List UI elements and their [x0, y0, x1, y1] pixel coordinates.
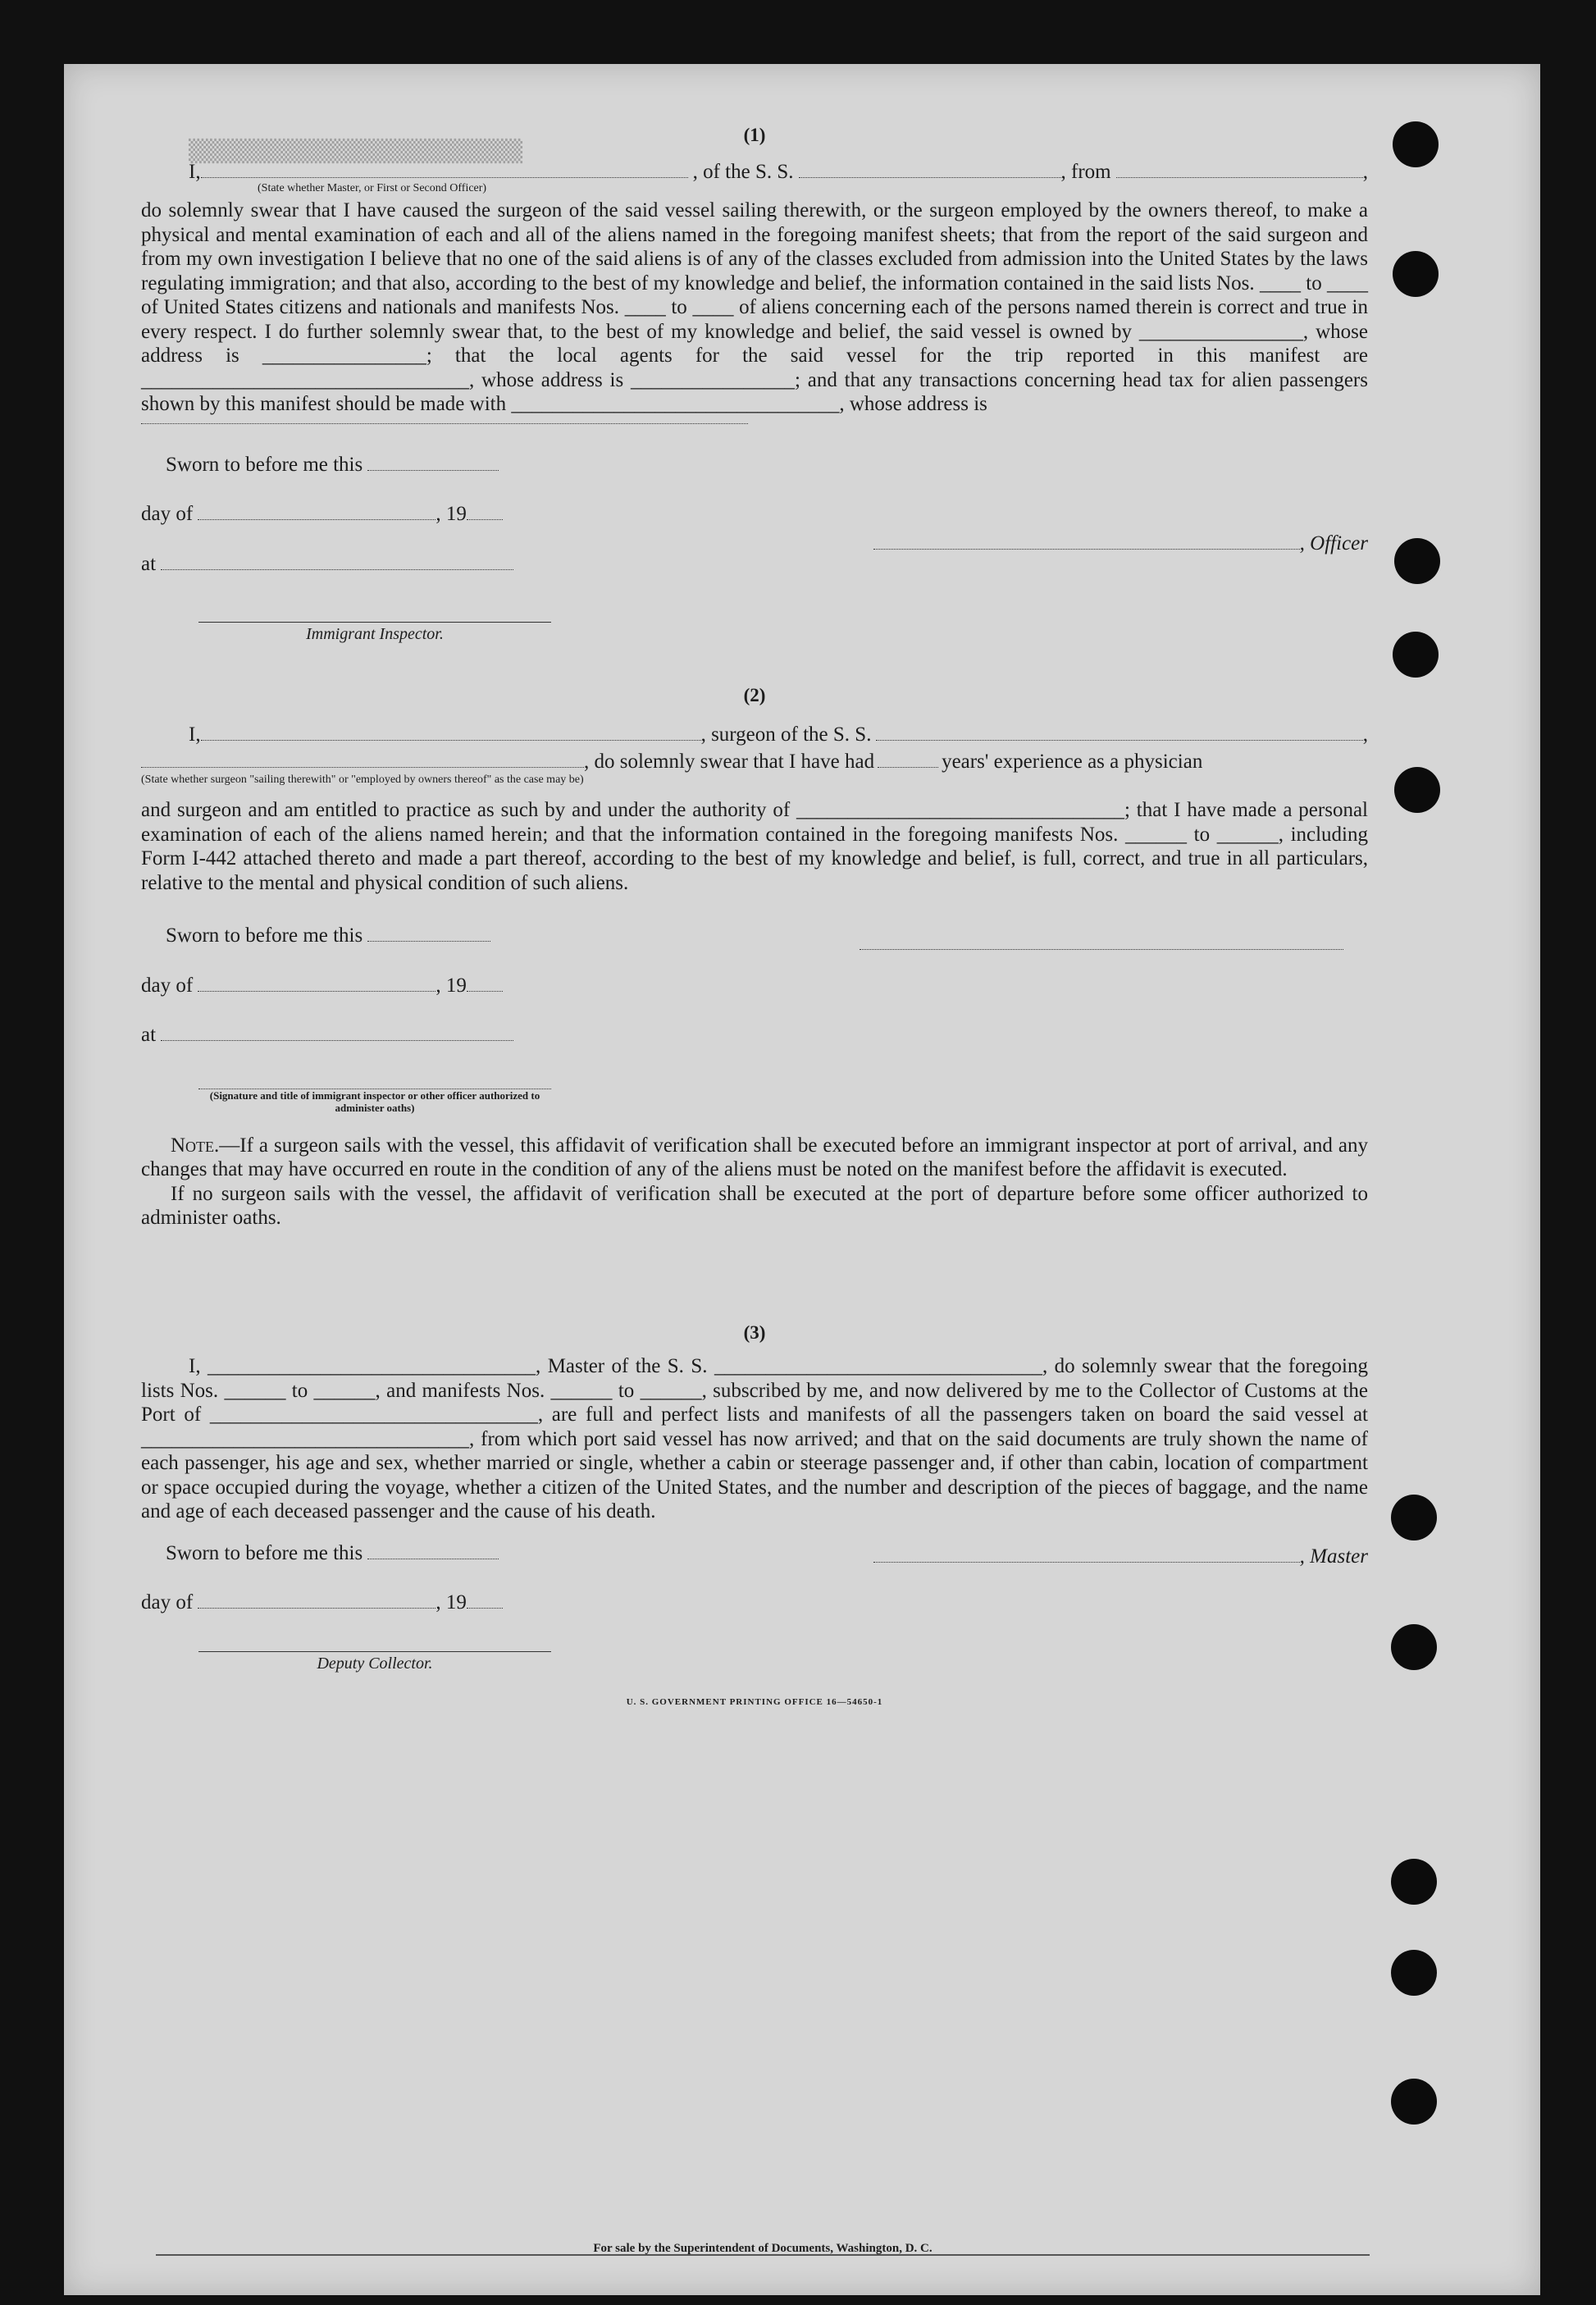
- year-label-2: , 19: [435, 974, 467, 997]
- day-of-label-2: day of: [141, 974, 194, 997]
- note-paragraph-2: If no surgeon sails with the vessel, the affidavit of verification shall be executed at the port of departure before some officer authorized to administer oaths.: [141, 1182, 1368, 1229]
- affidavit-form: [141, 123, 1368, 1715]
- master-rank-note: (State whether Master, or First or Second Officer): [258, 182, 487, 194]
- sworn-date-field-2[interactable]: [367, 923, 490, 942]
- month-field-1[interactable]: [198, 501, 435, 520]
- year-label-1: , 19: [435, 503, 467, 525]
- punch-hole: [1394, 767, 1440, 813]
- sworn-label-3: Sworn to before me this: [166, 1541, 363, 1564]
- month-field-3[interactable]: [198, 1590, 435, 1609]
- day-of-label-3: day of: [141, 1591, 194, 1614]
- year-field-1[interactable]: [467, 501, 503, 520]
- punch-hole: [1394, 538, 1440, 584]
- from-label: , from: [1060, 160, 1111, 183]
- surgeon-status-field[interactable]: [141, 749, 584, 768]
- of-ss-label: , of the S. S.: [692, 160, 794, 183]
- section-1-number: (1): [743, 125, 766, 145]
- section-1-body: do solemnly swear that I have caused the surgeon of the said vessel sailing therewith, or the surgeon employed by the owners thereof, to make a physical and mental examination of each and all of the aliens named in the foregoing manifest sheets; that from the report of the said surgeon and from my own investigation I believe that no one of the said aliens is of any of the classes excluded from admission into the United States by the laws regulating immigration; and that also, according to the best of my knowledge and belief, the information contained in the said lists Nos. ____ to ____ of United States citizens and nationals and manifests Nos. ____ to ____ of aliens concerning each of the persons named therein is correct and true in every respect. I do further solemnly swear that, to the best of my knowledge and belief, the said vessel is owned by ________________, whose address is ________________; that the local agents for the said vessel for the trip reported in this manifest are ________________________________, whose address is ________________; and that any transactions concerning head tax for alien passengers shown by this manifest should be made with ________________________________, whose address is: [141, 199, 1368, 415]
- bleed-through-marks: ▒▒▒▒▒▒▒▒▒▒▒▒▒▒▒▒▒▒▒▒▒▒▒▒▒▒: [189, 139, 522, 164]
- sworn-label-2: Sworn to before me this: [166, 924, 363, 947]
- sworn-label-1: Sworn to before me this: [166, 453, 363, 476]
- surgeon-name-field[interactable]: [201, 722, 701, 741]
- collector-caption: Deputy Collector.: [317, 1654, 433, 1673]
- day-of-label-1: day of: [141, 503, 194, 525]
- punch-hole: [1391, 1950, 1437, 1996]
- master-label: , Master: [1299, 1545, 1368, 1568]
- section-3-body: I, ________________________________, Master of the S. S. ________________________________, do solemnly swear that the foregoing lists Nos. ______ to ______, and manifests Nos. ______ to ______, subscribed by me, and now delivered by me to the Collector of Customs at the Port of ________________________________, are full and perfect lists and manifests of all the passengers taken on board the said vessel at ________________________________, from which port said vessel has now arrived; and that on the said documents are truly shown the name of each passenger, his age and sex, whether married or single, whether a cabin or steerage passenger and, if other than cabin, location of compartment or space occupied during the voyage, whether a citizen of the United States, and the number and description of the pieces of baggage, and the name and age of each deceased passenger and the cause of his death.: [141, 1355, 1368, 1522]
- year-label-3: , 19: [435, 1591, 467, 1614]
- from-port-field[interactable]: [1116, 159, 1363, 178]
- surgeon-status-note: (State whether surgeon "sailing therewith" or "employed by owners thereof" as the case may be): [141, 774, 584, 786]
- punch-hole: [1391, 1624, 1437, 1670]
- note-paragraph-1: —If a surgeon sails with the vessel, this affidavit of verification shall be executed before an immigrant inspector at port of arrival, and any changes that may have occurred en route in the condition of any of the aliens must be noted on the manifest before the affidavit is executed.: [141, 1134, 1368, 1180]
- section-1-i-label: I,: [189, 160, 201, 183]
- punch-hole: [1391, 2079, 1437, 2125]
- printer-imprint: U. S. GOVERNMENT PRINTING OFFICE 16—54650-1: [626, 1697, 883, 1707]
- footer-text: For sale by the Superintendent of Documents, Washington, D. C.: [593, 2242, 933, 2255]
- at-place-field-1[interactable]: [161, 551, 513, 570]
- surgeon-swear-label: , do solemnly swear that I have had: [584, 750, 875, 773]
- section-2-i-label: I,: [189, 723, 201, 746]
- punch-hole: [1393, 632, 1439, 678]
- section-2-oath-block: [141, 923, 1368, 1114]
- head-tax-address-field[interactable]: [141, 420, 748, 424]
- punch-hole: [1393, 251, 1439, 297]
- section-2-number: (2): [743, 684, 766, 705]
- note-label: Note.: [171, 1134, 220, 1157]
- surgeon-signature-field[interactable]: [860, 946, 1343, 950]
- experience-label: years' experience as a physician: [942, 750, 1203, 773]
- note-block: [141, 1134, 1368, 1230]
- surgeon-of-label: , surgeon of the S. S.: [700, 723, 872, 746]
- punch-hole: [1391, 1859, 1437, 1905]
- surgeon-vessel-field[interactable]: [876, 722, 1362, 741]
- year-field-2[interactable]: [467, 973, 503, 992]
- punch-hole: [1391, 1495, 1437, 1540]
- section-2-opening-line: I, , surgeon of the S. S. ,: [189, 723, 1368, 746]
- officer-signature-field[interactable]: [873, 531, 1300, 550]
- section-1-oath-block: [141, 452, 1368, 647]
- master-signature-field[interactable]: [873, 1544, 1300, 1563]
- at-place-field-2[interactable]: [161, 1022, 513, 1041]
- section-3-oath-block: [141, 1540, 1368, 1677]
- at-label-2: at: [141, 1024, 157, 1046]
- signature-title-caption: (Signature and title of immigrant inspector or other officer authorized to administer oaths): [209, 1089, 540, 1114]
- section-1-opening-line: I, , of the S. S. , from ,: [189, 160, 1368, 183]
- section-2-body: and surgeon and am entitled to practice as such by and under the authority of ________________________________; that I have made a personal examination of each of the aliens named herein; and that the information contained in the foregoing manifests Nos. ______ to ______, including Form I-442 attached thereto and made a part thereof, according to the best of my knowledge and belief, is full, correct, and true in all particulars, relative to the mental and physical condition of such aliens.: [141, 799, 1368, 894]
- years-experience-field[interactable]: [878, 749, 938, 768]
- sworn-date-field-3[interactable]: [367, 1540, 499, 1559]
- section-3-number: (3): [743, 1321, 766, 1343]
- at-label-1: at: [141, 552, 157, 575]
- section-2-swear-line: [141, 749, 1368, 774]
- inspector-caption: Immigrant Inspector.: [306, 625, 444, 643]
- month-field-2[interactable]: [198, 973, 435, 992]
- sworn-date-field-1[interactable]: [367, 452, 499, 471]
- punch-hole: [1393, 121, 1439, 167]
- vessel-name-field[interactable]: [799, 159, 1061, 178]
- year-field-3[interactable]: [467, 1590, 503, 1609]
- officer-label: , Officer: [1299, 532, 1368, 555]
